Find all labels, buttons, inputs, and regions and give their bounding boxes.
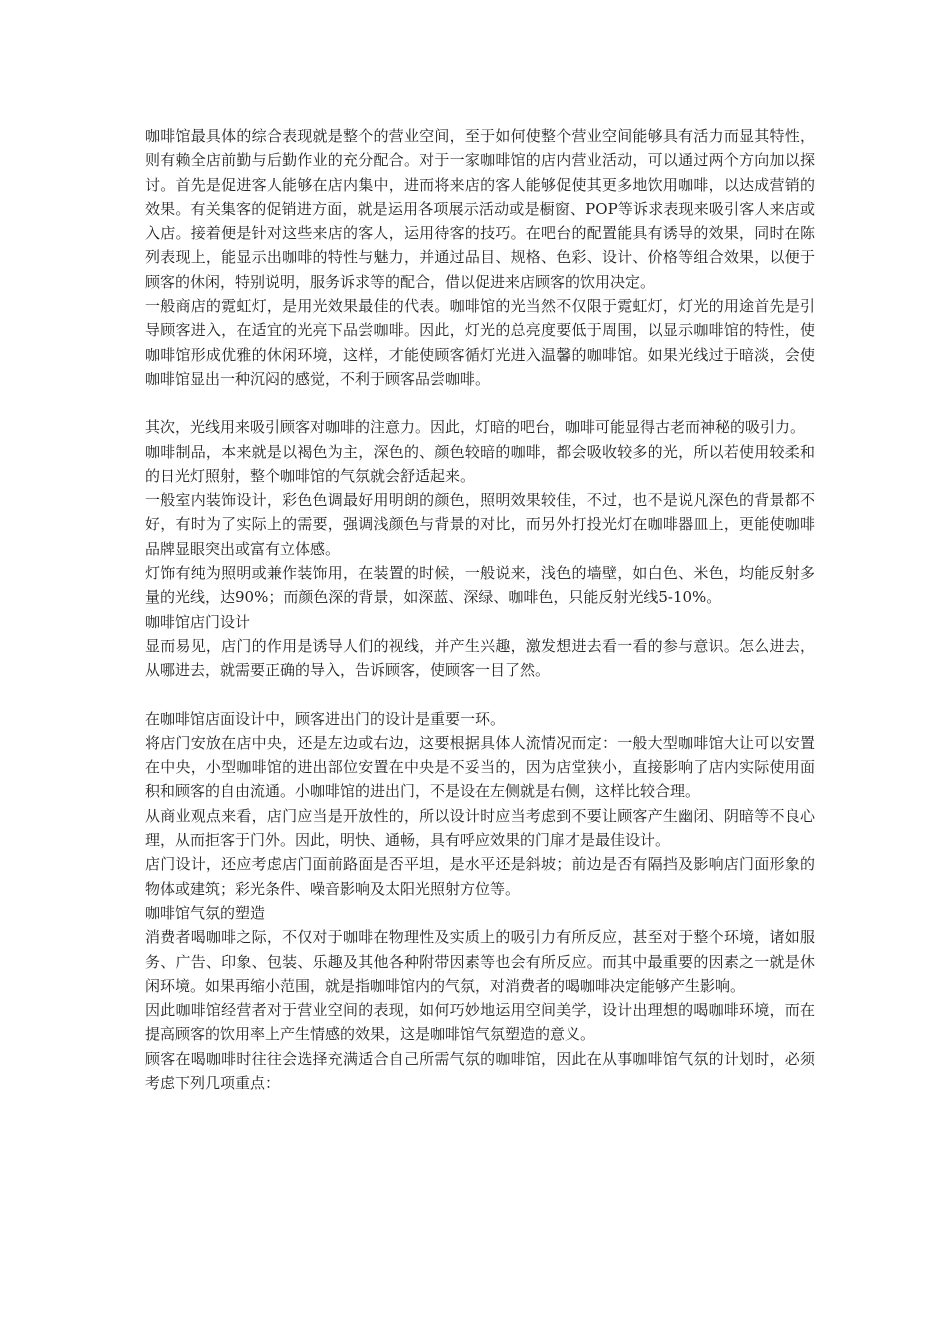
paragraph-9: 将店门安放在店中央，还是左边或右边，这要根据具体人流情况而定：一般大型咖啡馆大让可以安置在中央，小型咖啡馆的进出部位安置在中央是不妥当的，因为店堂狭小，直接影响了店内实际使用面积和顾客的自由流通。小咖啡馆的进出门，不是设在左侧就是右侧，这样比较合理。 — [145, 733, 815, 801]
paragraph-7: 显而易见，店门的作用是诱导人们的视线，并产生兴趣，激发想进去看一看的参与意识。怎么进去，从哪进去，就需要正确的导入，告诉顾客，使顾客一目了然。 — [145, 636, 815, 680]
blank-line — [145, 683, 815, 707]
section-heading-atmosphere: 咖啡馆气氛的塑造 — [145, 903, 266, 922]
paragraph-3: 其次，光线用来吸引顾客对咖啡的注意力。因此，灯暗的吧台，咖啡可能显得古老而神秘的吸引力。 — [145, 418, 806, 437]
paragraph-1: 咖啡馆最具体的综合表现就是整个的营业空间，至于如何使整个营业空间能够具有活力而显其特性，则有赖全店前勤与后勤作业的充分配合。对于一家咖啡馆的店内营业活动，可以通过两个方向加以探讨。首先是促进客人能够在店内集中，进而将来店的客人能够促使其更多地饮用咖啡，以达成营销的效果。有关集客的促销进方面，就是运用各项展示活动或是橱窗、POP等诉求表现来吸引客人来店或入店。接着便是针对这些来店的客人，运用待客的技巧。在吧台的配置能具有诱导的效果，同时在陈列表现上，能显示出咖啡的特性与魅力，并通过品目、规格、色彩、设计、价格等组合效果，以便于顾客的休闲，特别说明，服务诉求等的配合，借以促进来店顾客的饮用决定。 — [145, 127, 815, 291]
paragraph-10: 从商业观点来看，店门应当是开放性的，所以设计时应当考虑到不要让顾客产生幽闭、阴暗等不良心理，从而拒客于门外。因此，明快、通畅，具有呼应效果的门扉才是最佳设计。 — [145, 806, 815, 850]
paragraph-4: 咖啡制品，本来就是以褐色为主，深色的、颜色较暗的咖啡，都会吸收较多的光，所以若使用较柔和的日光灯照射，整个咖啡馆的气氛就会舒适起来。 — [145, 442, 815, 485]
paragraph-13: 因此咖啡馆经营者对于营业空间的表现，如何巧妙地运用空间美学，设计出理想的喝咖啡环境，而在提高顾客的饮用率上产生情感的效果，这是咖啡馆气氛塑造的意义。 — [145, 1001, 815, 1044]
paragraph-2: 一般商店的霓虹灯，是用光效果最佳的代表。咖啡馆的光当然不仅限于霓虹灯，灯光的用途首先是引导顾客进入，在适宜的光亮下品尝咖啡。因此，灯光的总亮度要低于周围，以显示咖啡馆的特性，使咖啡馆形成优雅的休闲环境，这样，才能使顾客循灯光进入温馨的咖啡馆。如果光线过于暗淡，会使咖啡馆显出一种沉闷的感觉，不利于顾客品尝咖啡。 — [145, 297, 815, 388]
document-body — [145, 124, 815, 1095]
paragraph-12: 消费者喝咖啡之际，不仅对于咖啡在物理性及实质上的吸引力有所反应，甚至对于整个环境，诸如服务、广告、印象、包装、乐趣及其他各种附带因素等也会有所反应。而其中最重要的因素之一就是休闲环境。如果再缩小范围，就是指咖啡馆内的气氛，对消费者的喝咖啡决定能够产生影响。 — [145, 928, 815, 995]
paragraph-5: 一般室内装饰设计，彩色色调最好用明朗的颜色，照明效果较佳，不过，也不是说凡深色的背景都不好，有时为了实际上的需要，强调浅颜色与背景的对比，而另外打投光灯在咖啡器皿上，更能使咖啡品牌显眼突出或富有立体感。 — [145, 491, 815, 558]
paragraph-8: 在咖啡馆店面设计中，顾客进出门的设计是重要一环。 — [145, 709, 506, 728]
blank-line — [145, 391, 815, 415]
section-heading-storefront-door: 咖啡馆店门设计 — [145, 612, 251, 631]
paragraph-14: 顾客在喝咖啡时往往会选择充满适合自己所需气氛的咖啡馆，因此在从事咖啡馆气氛的计划时，必须考虑下列几项重点： — [145, 1049, 815, 1092]
paragraph-6: 灯饰有纯为照明或兼作装饰用，在装置的时候，一般说来，浅色的墙壁，如白色、米色，均能反射多量的光线，达90%；而颜色深的背景，如深蓝、深绿、咖啡色，只能反射光线5-10%。 — [145, 564, 815, 607]
paragraph-11: 店门设计，还应考虑店门面前路面是否平坦，是水平还是斜坡；前边是否有隔挡及影响店门面形象的物体或建筑；彩光条件、噪音影响及太阳光照射方位等。 — [145, 855, 815, 898]
